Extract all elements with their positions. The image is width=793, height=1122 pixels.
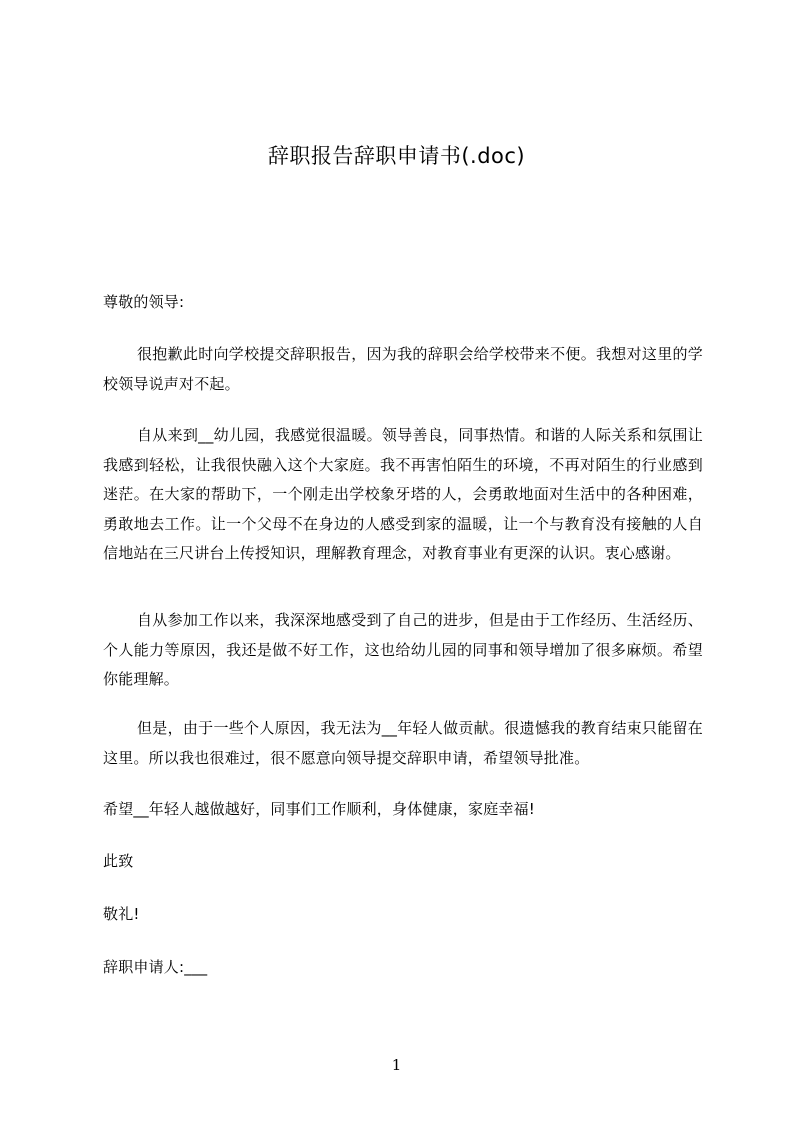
paragraph-progress: 自从参加工作以来，我深深地感受到了自己的进步，但是由于工作经历、生活经历、个人能力等原因，我还是做不好工作，这也给幼儿园的同事和领导增加了很多麻烦。希望你能理解。 [103, 611, 703, 688]
salutation: 尊敬的领导: [103, 293, 185, 311]
page-number: 1 [391, 1056, 402, 1074]
paragraph-apology: 很抱歉此时向学校提交辞职报告，因为我的辞职会给学校带来不便。我想对这里的学校领导说声对不起。 [103, 345, 703, 393]
wishes-line: 希望__年轻人越做越好，同事们工作顺利，身体健康，家庭幸福! [103, 800, 536, 818]
paragraph-experience: 自从来到__幼儿园，我感觉很温暖。领导善良，同事热情。和谐的人际关系和氛围让我感到轻松，让我很快融入这个大家庭。我不再害怕陌生的环境，不再对陌生的行业感到迷茫。在大家的帮助下，一个刚走出学校象牙塔的人，会勇敢地面对生活中的各种困难，勇敢地去工作。让一个父母不在身边的人感受到家的温暖，让一个与教育没有接触的人自信地站在三尺讲台上传授知识，理解教育理念，对教育事业有更深的认识。衷心感谢。 [103, 426, 703, 562]
signature-line: 辞职申请人:___ [103, 958, 208, 976]
document-title: 辞职报告辞职申请书(.doc) [267, 144, 526, 168]
paragraph-reason: 但是，由于一些个人原因，我无法为__年轻人做贡献。很遗憾我的教育结束只能留在这里。所以我也很难过，很不愿意向领导提交辞职申请，希望领导批准。 [103, 719, 703, 767]
closing-regards: 敬礼! [103, 905, 140, 923]
closing-salutation: 此致 [103, 852, 134, 870]
